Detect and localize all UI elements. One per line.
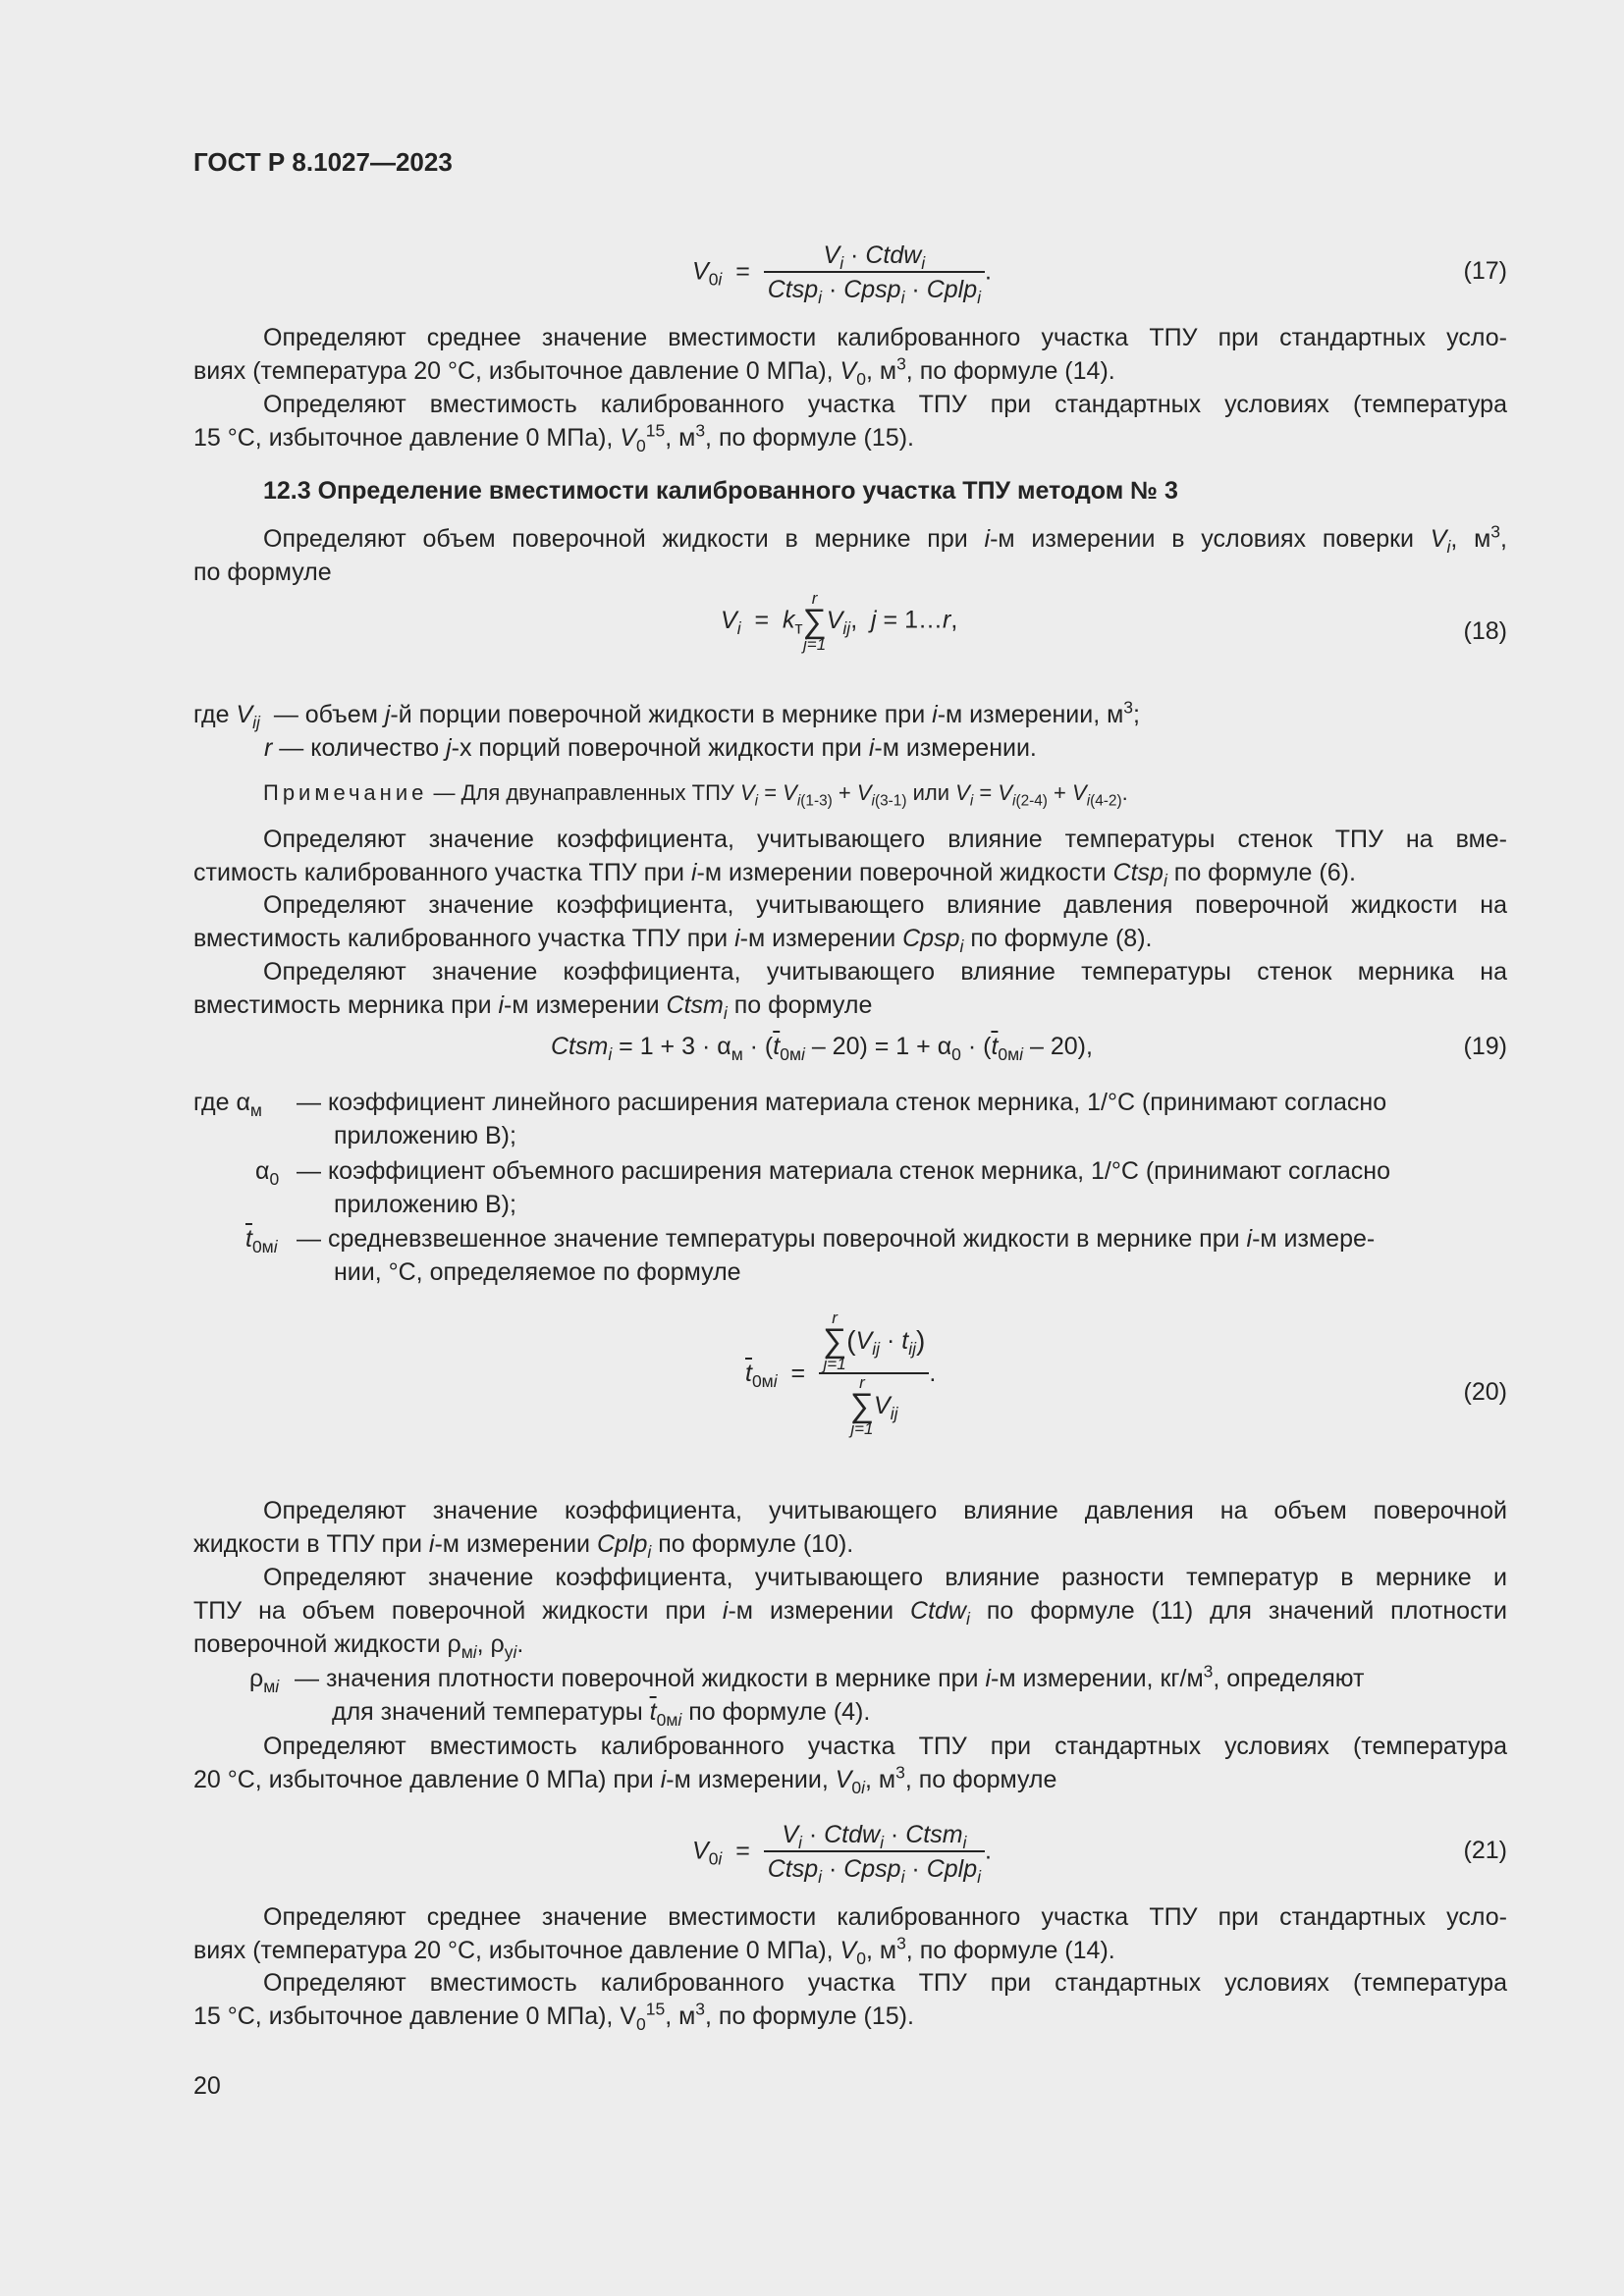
equation-number: (18)	[1463, 617, 1507, 645]
paragraph: Определяют среднее значение вместимости калиброванного участка ТПУ при стандартных усло- виях (температура 20 °С, избыточное давление 0 МПа), $V_0$, $м^3$, по формуле (14).	[193, 1903, 1507, 1968]
paragraph: Определяют значение коэффициента, учитывающего влияние температуры стенок ТПУ на вме- стимость калиброванного участка ТПУ при i-м измерении поверочной жидкости Ctsp$_i$ по формуле (6).	[193, 826, 1507, 890]
equation-number: (20)	[1463, 1378, 1507, 1406]
page-number: 20	[193, 2072, 221, 2100]
paragraph: Определяют значение коэффициента, учитывающего влияние разности температур в мернике и ТПУ на объем поверочной жидкости при i-м измерении Ctdw$_i$ по формуле (11) для значений плотности поверочной жидкости $\rho_{мi}$, $\rho_{уi}$.	[193, 1564, 1507, 1662]
definition-t0mi: — средневзвешенное значение температуры поверочной жидкости в мернике при i-м измере- нии, °С, определяемое по формуле	[297, 1225, 1376, 1286]
equation-number: (17)	[1463, 257, 1507, 285]
paragraph: Определяют вместимость калиброванного участка ТПУ при стандартных условиях (температура 20 °С, избыточное давление 0 МПа) при i-м измерении, $V_{0i}$, $м^3$, по формуле	[193, 1733, 1507, 1797]
paragraph: Определяют значение коэффициента, учитывающего влияние давления поверочной жидкости на вместимость калиброванного участка ТПУ при i-м измерении Cpsp$_i$ по формуле (8).	[193, 891, 1507, 956]
definition-rho-mi: — значения плотности поверочной жидкости в мернике при i-м измерении, $кг/м^3$, определяют для значений температуры $\overline{t}_{0мi}$ по формуле (4).	[295, 1661, 1365, 1730]
section-heading: 12.3 Определение вместимости калиброванного участка ТПУ методом № 3	[263, 477, 1178, 505]
equation-number: (19)	[1463, 1033, 1507, 1060]
definition-label: $\alpha_0$	[255, 1157, 280, 1189]
definition-label: $\rho_{мi}$	[249, 1665, 280, 1696]
paragraph: Определяют среднее значение вместимости калиброванного участка ТПУ при стандартных усло- виях (температура 20 °С, избыточное давление 0 МПа), $V_0$, $м^3$, по формуле (14).	[193, 324, 1507, 389]
definition-r: r — количество j-х порций поверочной жидкости при i-м измерении.	[264, 734, 1037, 762]
definition-label: $\overline{t}_{0мi}$	[245, 1225, 278, 1256]
definition-alpha-0: — коэффициент объемного расширения материала стенок мерника, 1/°С (принимают согласно приложению В);	[297, 1157, 1390, 1218]
equation-number: (21)	[1463, 1837, 1507, 1864]
paragraph: Определяют значение коэффициента, учитывающего влияние температуры стенок мерника на вместимость мерника при i-м измерении Ctsm$_i$ по формуле	[193, 958, 1507, 1023]
paragraph: Определяют объем поверочной жидкости в мернике при i-м измерении в условиях поверки $V_i$, $м^3$, по формуле	[193, 521, 1507, 586]
definition-alpha-m: — коэффициент линейного расширения материала стенок мерника, 1/°С (принимают согласно приложению В);	[297, 1089, 1387, 1149]
paragraph: Определяют значение коэффициента, учитывающего влияние давления на объем поверочной жидкости в ТПУ при i-м измерении Cplp$_i$ по формуле (10).	[193, 1497, 1507, 1562]
definition-label: где $\alpha_м$	[193, 1089, 262, 1120]
document-header: ГОСТ Р 8.1027—2023	[193, 147, 453, 177]
note: Примечание — Для двунаправленных ТПУ $V_i = V_{i(1-3)} + V_{i(3-1)}$ или $V_i = V_{i(2-4)} + V_{i(4-2)}$.	[263, 780, 1128, 810]
paragraph: Определяют вместимость калиброванного участка ТПУ при стандартных условиях (температура 15 °С, избыточное давление 0 МПа), $V_0^{15}$, $м^3$, по формуле (15).	[193, 391, 1507, 455]
definition-vij: где $V_{ij}$ — объем j-й порции поверочной жидкости в мернике при i-м измерении, $м^3$;	[193, 697, 1140, 732]
paragraph: Определяют вместимость калиброванного участка ТПУ при стандартных условиях (температура 15 °С, избыточное давление 0 МПа), $V_0^{15}$, $м^3$, по формуле (15).	[193, 1969, 1507, 2034]
